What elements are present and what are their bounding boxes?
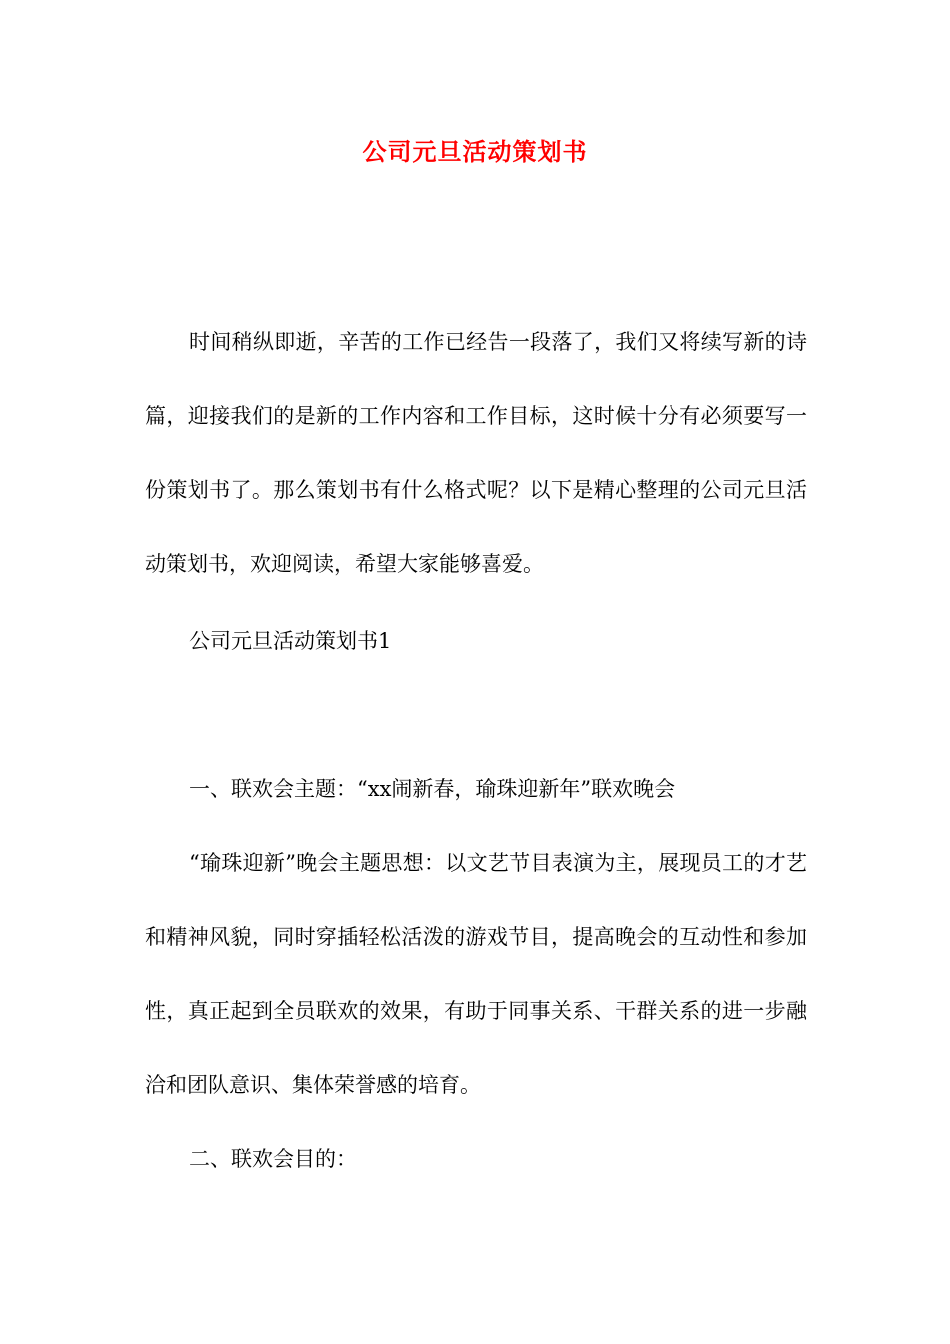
purpose-heading: 二、联欢会目的： [189, 1147, 357, 1171]
theme-description-paragraph: “瑜珠迎新”晚会主题思想：以文艺节目表演为主，展现员工的才艺和精神风貌，同时穿插轻松活泼的游戏节目，提高晚会的互动性和参加性，真正起到全员联欢的效果，有助于同事关系、干群关系的进一步融洽和团队意识、集体荣誉感的培育。 [145, 851, 807, 1097]
section-heading: 公司元旦活动策划书1 [189, 629, 392, 653]
document-title: 公司元旦活动策划书 [362, 137, 588, 166]
intro-paragraph: 时间稍纵即逝，辛苦的工作已经告一段落了，我们又将续写新的诗篇，迎接我们的是新的工作内容和工作目标，这时候十分有必须要写一份策划书了。那么策划书有什么格式呢？以下是精心整理的公司元旦活动策划书，欢迎阅读，希望大家能够喜爱。 [145, 330, 807, 576]
theme-heading: 一、联欢会主题：“xx闹新春，瑜珠迎新年”联欢晚会 [189, 777, 676, 801]
